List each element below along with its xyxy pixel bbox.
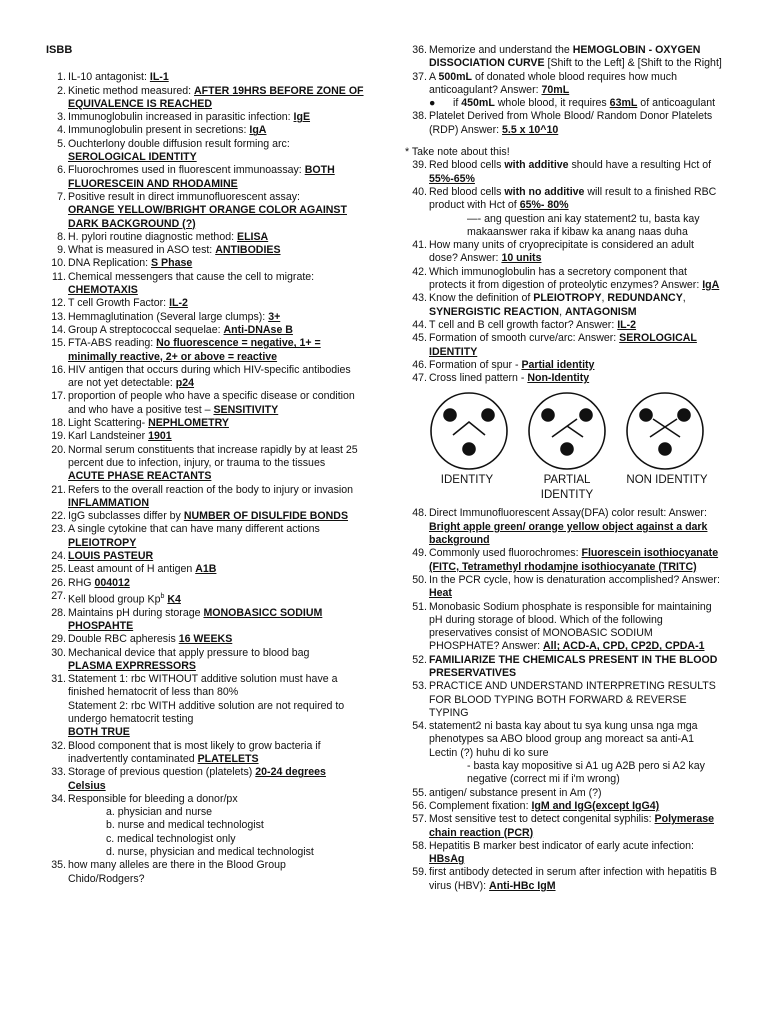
list-item: 10. DNA Replication: S Phase bbox=[51, 257, 193, 270]
list-item: 35. how many alleles are there in the Blood Group Chido/Rodgers? bbox=[51, 859, 286, 885]
list-item: 59. first antibody detected in serum after infection with hepatitis B virus (HBV): Anti-HBc IgM bbox=[412, 866, 717, 892]
list-item: 21. Refers to the overall reaction of the body to injury or invasion INFLAMMATION bbox=[51, 483, 354, 509]
list-item: 45. Formation of smooth curve/arc: Answer: SEROLOGICAL IDENTITY bbox=[412, 332, 697, 358]
list-item: 22. IgG subclasses differ by NUMBER OF DISULFIDE BONDS bbox=[51, 510, 349, 523]
bullet-item: ● if 450mL whole blood, it requires 63mL of anticoagulant bbox=[429, 97, 716, 110]
document-title: ISBB bbox=[46, 44, 73, 56]
list-item: 37. A 500mL of donated whole blood requires how much anticoagulant? Answer: 70mL bbox=[412, 70, 677, 96]
list-item: 4. Immunoglobulin present in secretions: IgA bbox=[57, 124, 267, 137]
list-item: 36. Memorize and understand the HEMOGLOBIN - OXYGEN DISSOCIATION CURVE [Shift to the Left] & [Shift to the Right] bbox=[412, 44, 722, 70]
comment-text: - basta kay mopositive si A1 ug A2B pero si A2 kay negative (correct mi if i'm wrong) bbox=[467, 760, 705, 786]
list-item: 25. Least amount of H antigen A1B bbox=[51, 563, 217, 576]
list-item: 42. Which immunoglobulin has a secretory component that protects it from digestion of proteolytic enzymes? Answer: IgA bbox=[412, 265, 720, 292]
list-item: 30. Mechanical device that apply pressure to blood bag PLASMA EXPRRESSORS bbox=[51, 646, 310, 672]
list-item: 54. statement2 ni basta kay about tu sya kung unsa nga mga phenotypes sa ABO blood group ang moreact sa anti-A1 Lectin (?) huhu di ko sure - basta kay mopositive si A1 ug A2B pero si A2 kay negative (correct mi if i'm wrong) bbox=[405, 720, 723, 786]
diagram-label: PARTIAL IDENTITY bbox=[540, 474, 594, 502]
option: d. nurse, physician and medical technologist bbox=[106, 846, 314, 859]
comment-text: —- ang question ani kay statement2 tu, basta kay makaanswer raka if kibaw ka anang naas duha bbox=[467, 212, 700, 238]
diffusion-patterns-figure bbox=[417, 389, 717, 473]
list-item: 24. LOUIS PASTEUR bbox=[51, 549, 154, 562]
list-item: 53. PRACTICE AND UNDERSTAND INTERPRETING RESULTS FOR BLOOD TYPING BOTH FORWARD & REVERSE TYPING bbox=[412, 680, 716, 719]
list-item: 3. Immunoglobulin increased in parasitic infection: IgE bbox=[57, 111, 311, 124]
list-item: 13. Hemmaglutination (Several large clumps): 3+ bbox=[51, 310, 281, 323]
list-item: 17. proportion of people who have a specific disease or condition and who have a positive test – SENSITIVITY bbox=[51, 390, 355, 416]
identity-plate bbox=[431, 393, 507, 469]
list-item: 48. Direct Immunofluorescent Assay(DFA) color result: Answer: Bright apple green/ orange yellow object against a dark background bbox=[412, 507, 708, 547]
list-item: 32. Blood component that is most likely to grow bacteria if inadvertently contaminated PLATELETS bbox=[51, 739, 321, 765]
list-item: 28. Maintains pH during storage MONOBASICC SODIUM PHOSPAHTE bbox=[51, 606, 323, 632]
list-item: 27. Kell blood group Kp$^b$ K4 bbox=[51, 589, 181, 606]
list-item: 33. Storage of previous question (platelets) 20-24 degrees Celsius bbox=[51, 766, 326, 792]
diagram-label: IDENTITY bbox=[440, 474, 494, 487]
list-item: 40. Red blood cells with no additive will result to a finished RBC product with Hct of 65%- 80% —- ang question ani kay statement2 tu, basta kay makaanswer raka if kibaw ka anang naas duha bbox=[405, 186, 723, 239]
list-item: 43. Know the definition of PLEIOTROPY, REDUNDANCY, SYNERGISTIC REACTION, ANTAGONISM bbox=[412, 292, 686, 318]
list-item: 49. Commonly used fluorochromes: Fluorescein isothiocyanate (FITC, Tetramethyl rhodamjne isothiocyanate (TRITC) bbox=[412, 547, 719, 573]
list-item: 58. Hepatitis B marker best indicator of early acute infection: HBsAg bbox=[412, 839, 694, 866]
bullet-dot-icon: ● bbox=[429, 97, 436, 110]
left-column bbox=[44, 44, 364, 886]
option: c. medical technologist only bbox=[106, 832, 236, 845]
list-item: 14. Group A streptococcal sequelae: Anti-DNAse B bbox=[51, 323, 293, 336]
list-item: 7. Positive result in direct immunofluorescent assay: ORANGE YELLOW/BRIGHT ORANGE COLOR AGAINST DARK BACKGROUND (?) bbox=[57, 190, 347, 230]
list-item: 26. RHG 004012 bbox=[51, 576, 130, 589]
list-item: 39. Red blood cells with additive should have a resulting Hct of 55%-65% bbox=[412, 159, 712, 185]
list-item: 38. Platelet Derived from Whole Blood/ Random Donor Platelets (RDP) Answer: 5.5 x 10^10 bbox=[412, 110, 713, 136]
list-item: 1. IL-10 antagonist: IL-1 bbox=[57, 71, 169, 84]
list-item: 2. Kinetic method measured: AFTER 19HRS BEFORE ZONE OF EQUIVALENCE IS REACHED bbox=[57, 84, 364, 110]
option: b. nurse and medical technologist bbox=[106, 819, 264, 832]
list-item: 57. Most sensitive test to detect congenital syphilis: Polymerase chain reaction (PCR) bbox=[412, 813, 715, 839]
option: a. physician and nurse bbox=[106, 806, 213, 819]
list-item: 46. Formation of spur - Partial identity bbox=[412, 358, 595, 371]
list-item: 52. FAMILIARIZE THE CHEMICALS PRESENT IN THE BLOOD PRESERVATIVES bbox=[412, 653, 718, 679]
list-item: 8. H. pylori routine diagnostic method: ELISA bbox=[57, 230, 269, 243]
list-item: 5. Ouchterlony double diffusion result forming arc: SEROLOGICAL IDENTITY bbox=[57, 137, 290, 164]
list-item: 15. FTA-ABS reading: No fluorescence = negative, 1+ = minimally reactive, 2+ or above = reactive bbox=[51, 337, 321, 363]
right-column bbox=[405, 44, 723, 893]
list-item: 12. T cell Growth Factor: IL-2 bbox=[51, 297, 188, 310]
diagram-label: NON IDENTITY bbox=[626, 474, 708, 487]
list-item: 56. Complement fixation: IgM and IgG(except IgG4) bbox=[412, 799, 660, 812]
note-text: * Take note about this! bbox=[405, 146, 510, 159]
list-item: 31. Statement 1: rbc WITHOUT additive solution must have a finished hematocrit of less than 80% Statement 2: rbc WITH additive solution are not required to undergo hematocrit testing BOTH TRUE bbox=[51, 673, 345, 739]
list-item: 16. HIV antigen that occurs during which HIV-specific antibodies are not yet detectable: p24 bbox=[51, 363, 351, 390]
ouchterlony-diagram bbox=[417, 389, 723, 503]
list-item: 55. antigen/ substance present in Am (?) bbox=[412, 786, 602, 799]
list-item: 19. Karl Landsteiner 1901 bbox=[51, 430, 172, 443]
list-item: 18. Light Scattering- NEPHLOMETRY bbox=[51, 417, 229, 430]
list-item: 29. Double RBC apheresis 16 WEEKS bbox=[51, 633, 233, 646]
list-item: 9. What is measured in ASO test: ANTIBODIES bbox=[57, 244, 281, 257]
list-item: 51. Monobasic Sodium phosphate is responsible for maintaining pH during storage of blood. Which of the following preservatives consist of MONOBASIC SODIUM PHOSPHATE? Answer: All; ACD-A, CPD, CP2D, CPDA-1 bbox=[412, 600, 712, 653]
list-item: 20. Normal serum constituents that increase rapidly by at least 25 percent due to infection, injury, or trauma to the tissues ACUTE PHASE REACTANTS bbox=[51, 443, 358, 483]
list-item: 23. A single cytokine that can have many different actions PLEIOTROPY bbox=[51, 523, 320, 549]
list-item: 50. In the PCR cycle, how is denaturation accomplished? Answer: Heat bbox=[412, 573, 720, 600]
list-item: 44. T cell and B cell growth factor? Answer: IL-2 bbox=[412, 318, 637, 331]
non-identity-plate bbox=[627, 393, 703, 469]
diagram-labels bbox=[417, 473, 717, 503]
list-item: 6. Fluorochromes used in fluorescent immunoassay: BOTH FLUORESCEIN AND RHODAMINE bbox=[57, 164, 335, 190]
list-item: 41. How many units of cryoprecipitate is considered an adult dose? Answer: 10 units bbox=[412, 239, 694, 265]
list-item: 34. Responsible for bleeding a donor/px a. physician and nurse b. nurse and medical technologist c. medical technologist only d. nurse, physician and medical technologist bbox=[44, 793, 364, 859]
list-item: 47. Cross lined pattern - Non-Identity bbox=[412, 372, 590, 385]
partial-identity-plate bbox=[529, 393, 605, 469]
list-item: 11. Chemical messengers that cause the cell to migrate: CHEMOTAXIS bbox=[52, 270, 315, 297]
